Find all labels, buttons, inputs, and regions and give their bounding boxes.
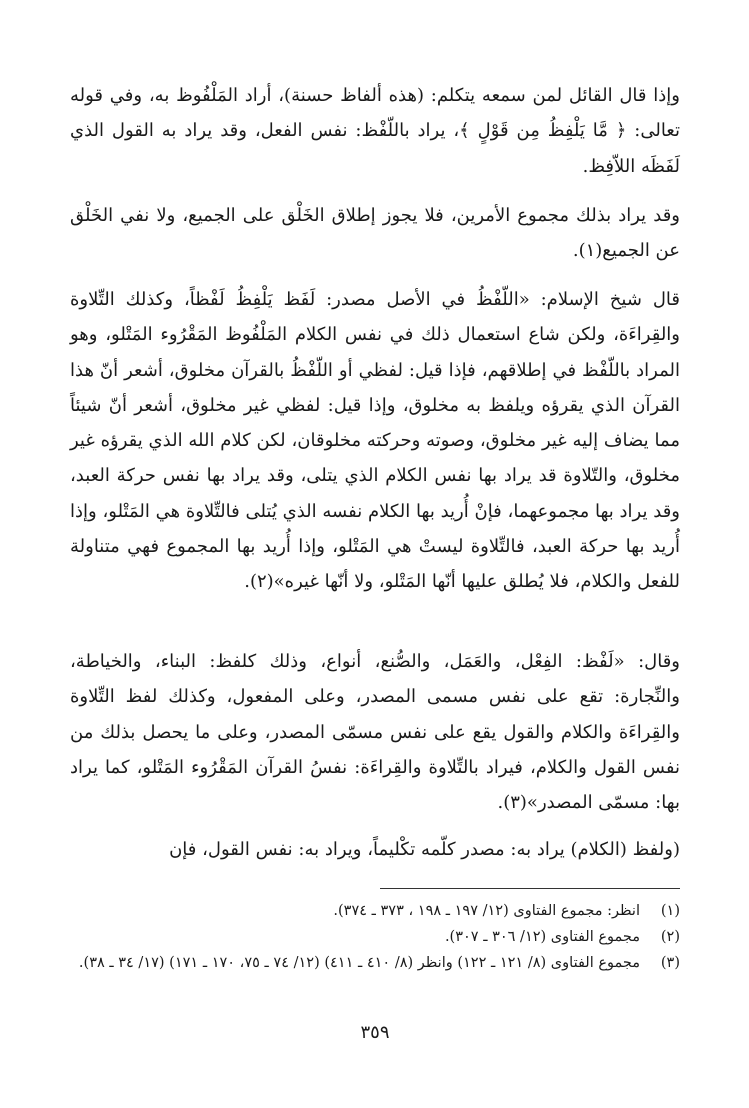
footnote-text: مجموع الفتاوى (١٢/ ٣٠٦ ـ ٣٠٧).	[444, 929, 640, 945]
footnote	[70, 924, 680, 950]
paragraph: (ولفظ (الكلام) يراد به: مصدر كلّمه تكْليماً، ويراد به: نفس القول، فإن	[169, 839, 680, 860]
paragraph: وقال: «لَفْظ: الفِعْل، والعَمَل، والصُّنع، أنواع، وذلك كلفظ: البناء، والخياطة، والنِّجارة: تقع على نفس مسمى المصدر، وعلى المفعول، وكذلك لفظ التِّلاوة والقِراءَة والكلام والقول يقع على نفس مسمّى المصدر، وعلى ما يحصل بذلك من نفس القول والكلام، فيراد بالتِّلاوة والقِراءَة: نفسُ القرآن المَقْرُوء المَتْلو، كما يراد بها: مسمّى المصدر»(٣).	[70, 651, 680, 814]
footnote-number: (١)	[660, 903, 680, 919]
page-number: ٣٥٩	[360, 1022, 390, 1043]
footnote-text: انظر: مجموع الفتاوى (١٢/ ١٩٧ ـ ١٩٨ ، ٣٧٣ ـ ٣٧٤).	[333, 903, 640, 919]
footnote	[70, 950, 680, 976]
paragraph: قال شيخ الإسلام: «اللّفْظُ في الأصل مصدر: لَفَظ يَلْفِظُ لَفْظاً، وكذلك التِّلاوة والقِراءَة، ولكن شاع استعمال ذلك في نفس الكلام المَلْفُوظ المَقْرُوء المَتْلو، وهو المراد باللّفْظ في إطلاقهم، فإذا قيل: لفظي أو اللّفْظُ بالقرآن مخلوق، أشعر أنّ هذا القرآن الذي يقرؤه ويلفظ به مخلوق، وإذا قيل: لفظي غير مخلوق، أشعر أنّ شيئاً مما يضاف إليه غير مخلوق، وصوته وحركته مخلوقان، لكن كلام الله الذي يقرؤه غير مخلوق، والتّلاوة قد يراد بها نفس الكلام الذي يتلى، وقد يراد بها نفس حركة العبد، وقد يراد بها مجموعهما، فإنْ أُريد بها الكلام نفسه الذي يُتلى فالتِّلاوة هي المَتْلو، وإذا أُريد بها حركة العبد، فالتِّلاوة ليستْ هي المَتْلو، وإذا أُريد بها المجموع فهي متناولة للفعل والكلام، فلا يُطلق عليها أنّها المَتْلو، ولا أنّها غيره»(٢).	[70, 289, 680, 593]
paragraph: وإذا قال القائل لمن سمعه يتكلم: (هذه ألفاظ حسنة)، أراد المَلْفُوظ به، وفي قوله تعالى: ﴿ مَّا يَلْفِظُ مِن قَوْلٍ ﴾، يراد باللّفْظ: نفس الفعل، وقد يراد به القول الذي لَفَظَه اللاّفِظ.	[70, 85, 680, 177]
footnote-text: مجموع الفتاوى (٨/ ١٢١ ـ ١٢٢) وانظر (٨/ ٤١٠ ـ ٤١١) (١٢/ ٧٤ ـ ٧٥، ١٧٠ ـ ١٧١) (١٧/ ٣٤ ـ ٣٨).	[78, 955, 640, 971]
footnote-number: (٣)	[660, 955, 680, 971]
footnote-number: (٢)	[660, 929, 680, 945]
paragraph: وقد يراد بذلك مجموع الأمرين، فلا يجوز إطلاق الخَلْق على الجميع، ولا نفي الخَلْق عن الجميع(١).	[70, 205, 680, 262]
footnote	[70, 898, 680, 924]
footnote-divider	[380, 888, 680, 889]
